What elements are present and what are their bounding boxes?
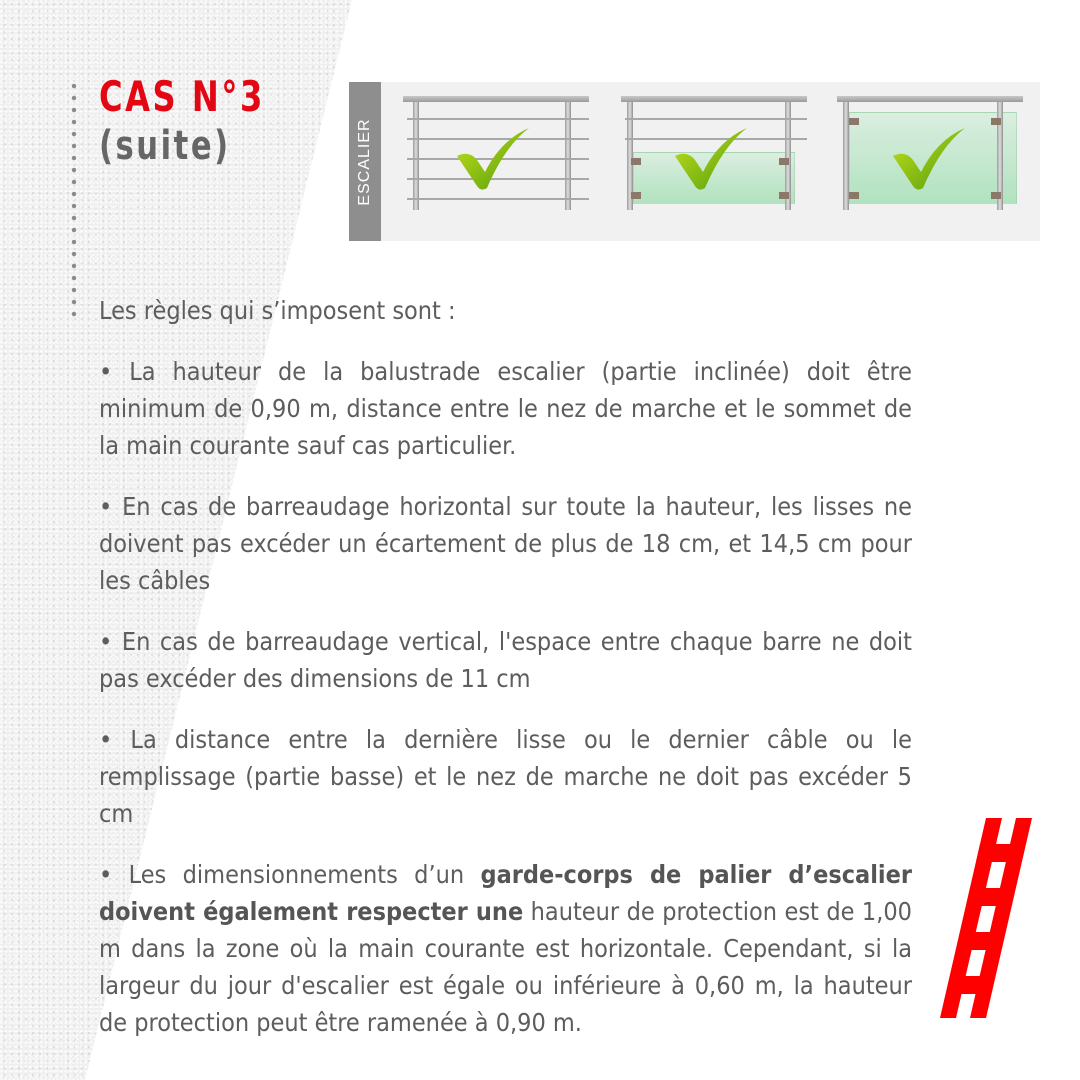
rule-text: hauteur de protection est de 1,00 m dans la zone où la main courante est horizontale. Cependant, si la largeur du jour d'escalier est égale ou inférieure à 0,60 m, la hauteur de protection peut être ramenée à 0,90 m.: [99, 897, 912, 1037]
horizontal-bars-railing-image: [403, 96, 589, 216]
banner-label: [349, 82, 381, 241]
glass-panel-railing-image: [837, 96, 1023, 216]
title-subtitle: (suite): [99, 123, 231, 169]
rule-item: [99, 856, 912, 1041]
rules-intro: Les règles qui s’imposent sont :: [99, 296, 456, 325]
banner-label-text: ESCALIER: [356, 117, 373, 206]
rule-item: • En cas de barreaudage vertical, l'espace entre chaque barre ne doit pas excéder des dimensions de 11 cm: [99, 627, 912, 693]
rules-content: [99, 292, 912, 1065]
rule-item: • La distance entre la dernière lisse ou le dernier câble ou le remplissage (partie basse) et le nez de marche ne doit pas excéder 5 cm: [99, 725, 912, 828]
title-case-number: CAS N°3: [99, 72, 265, 121]
check-icon: [891, 126, 971, 196]
page-title: [99, 72, 294, 169]
railing-images: [381, 82, 1040, 241]
bars-and-glass-railing-image: [621, 96, 807, 216]
rule-item: • En cas de barreaudage horizontal sur toute la hauteur, les lisses ne doivent pas excéder un écartement de plus de 18 cm, et 14,5 cm pour les câbles: [99, 492, 912, 595]
check-icon: [673, 126, 753, 196]
rule-emphasis: garde-corps de palier d’escalier doivent également respecter une: [99, 860, 912, 926]
dotted-vertical-line: [71, 80, 77, 320]
ladder-icon: [940, 818, 1032, 1018]
check-icon: [455, 126, 535, 196]
rule-text: • Les dimensionnements d’un: [99, 860, 481, 889]
railing-examples-banner: [349, 82, 1040, 241]
rule-item: • La hauteur de la balustrade escalier (partie inclinée) doit être minimum de 0,90 m, distance entre le nez de marche et le sommet de la main courante sauf cas particulier.: [99, 357, 912, 460]
